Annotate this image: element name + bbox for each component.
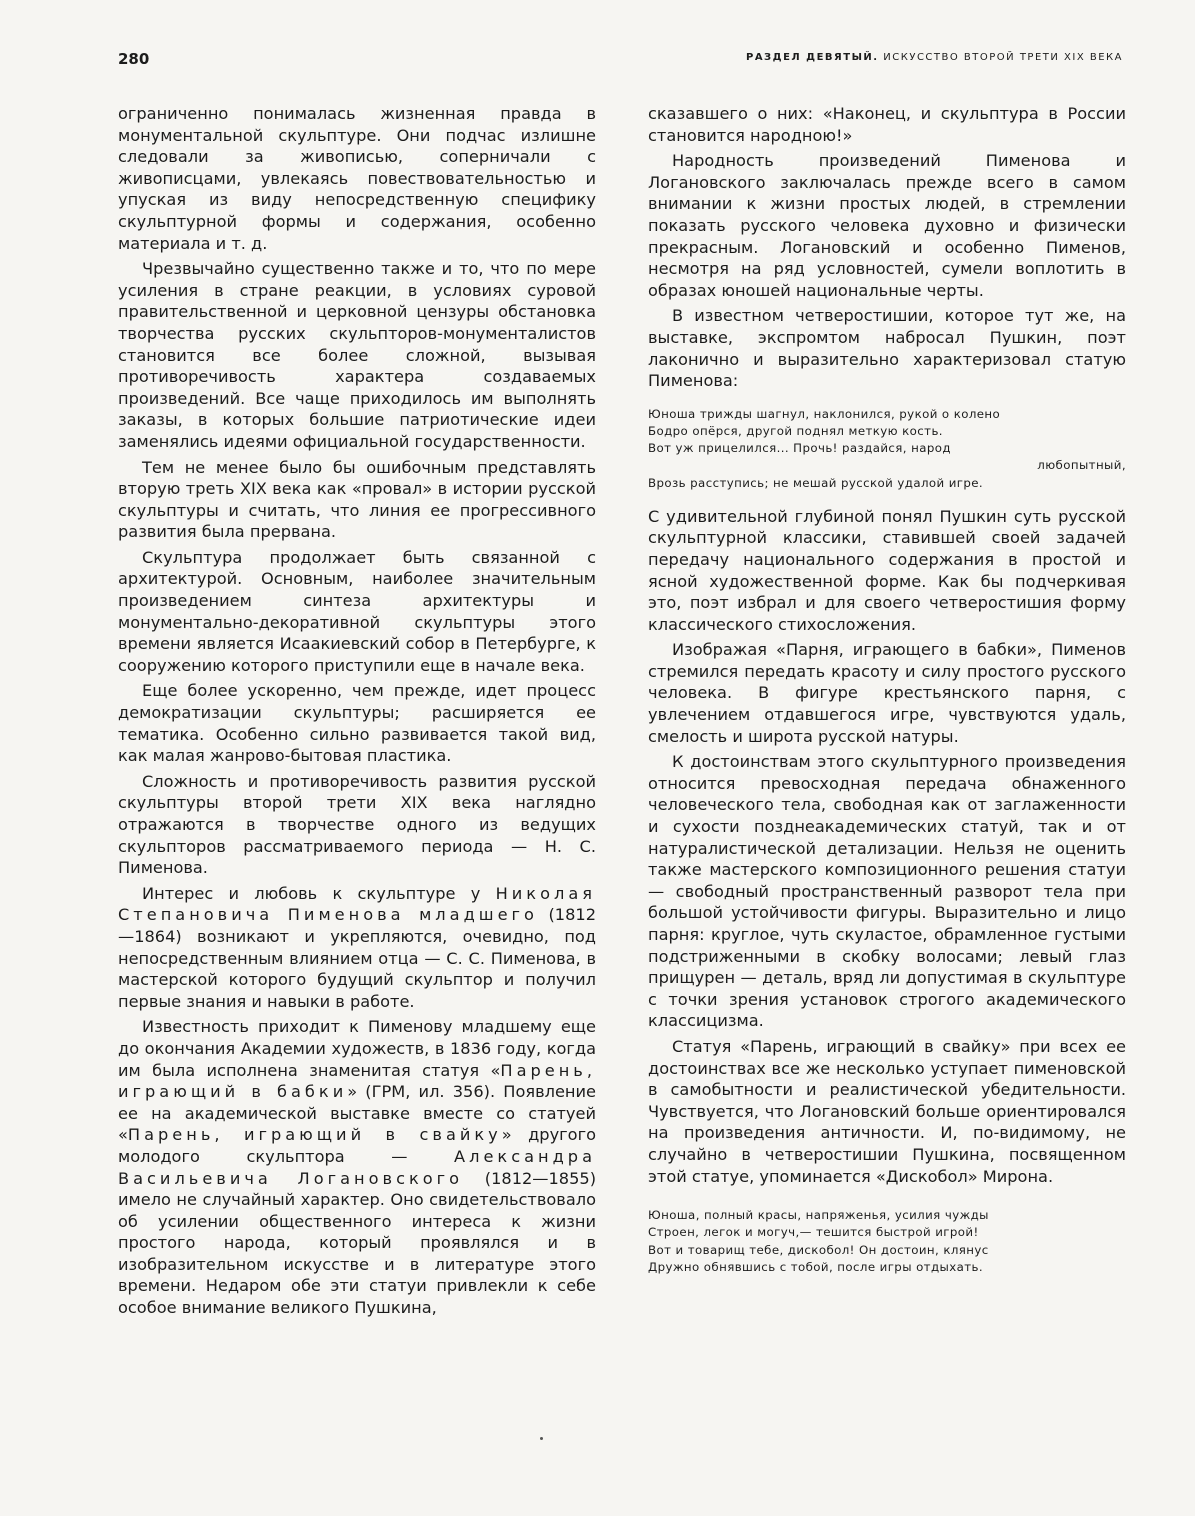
paragraph: Скульптура продолжает быть связанной с архитектурой. Основным, наиболее значительным произведением синтеза архитектуры и монументально-декоративной скульптуры этого времени является Исаакиевский собор в Петербурге, к сооружению которого приступили еще в начале века.	[118, 547, 596, 675]
paragraph: Сложность и противоречивость развития русской скульптуры второй трети XIX века наглядно отражаются в творчестве одного из ведущих скульпторов рассматриваемого периода — Н. С. Пименова.	[118, 771, 596, 878]
page-header	[118, 50, 1123, 74]
paragraph: К достоинствам этого скульптурного произведения относится превосходная передача обнаженного человеческого тела, свободная как от заглаженности и сухости позднеакадемических статуй, так и от натуралистической детализации. Нельзя не оценить также мастерского композиционного решения статуи — свободный пространственный разворот тела при большой устойчивости фигуры. Выразительно и лицо парня: круглое, чуть скуластое, обрамленное густыми подстриженными в скобку волосами; левый глаз прищурен — деталь, вряд ли допустимая в скульптуре с точки зрения установок строгого академического классицизма.	[648, 752, 1126, 1031]
poem-line: Строен, легок и могуч,— тешится быстрой игрой!	[648, 1225, 979, 1240]
paragraph: С удивительной глубиной понял Пушкин суть русской скульптурной классики, ставившей своей задачей передачу национального содержания в простой и ясной художественной форме. Как бы подчеркивая это, поэт избрал и для своего четверостишия форму классического стихосложения.	[648, 506, 1126, 634]
poem-line: Юноша, полный красы, напряженья, усилия чужды	[648, 1208, 989, 1223]
paragraph: Еще более ускоренно, чем прежде, идет процесс демократизации скульптуры; расширяется ее тематика. Особенно сильно развивается такой вид, как малая жанрово-бытовая пластика.	[118, 681, 596, 766]
section-label: РАЗДЕЛ ДЕВЯТЫЙ.	[745, 52, 879, 63]
page-number: 280	[118, 50, 150, 68]
paragraph	[118, 883, 596, 1013]
poem-line: Вот и товарищ тебе, дискобол! Он достоин, клянус	[648, 1242, 989, 1257]
poem-line: Бодро опёрся, другой поднял меткую кость.	[648, 423, 943, 438]
poem-line: Юноша трижды шагнул, наклонился, рукой о колено	[648, 406, 1001, 421]
section-title: ИСКУССТВО ВТОРОЙ ТРЕТИ XIX ВЕКА	[883, 52, 1123, 63]
paragraph: Народность произведений Пименова и Логановского заключалась прежде всего в самом внимании к жизни простых людей, в стремлении показать русского человека духовно и физически прекрасным. Логановский и особенно Пименов, несмотря на ряд условностей, сумели воплотить в образах юношей национальные черты.	[648, 151, 1126, 300]
poem-quote-pimenov	[648, 406, 1126, 492]
paragraph: Изображая «Парня, играющего в бабки», Пименов стремился передать красоту и силу простого русского человека. В фигуре крестьянского парня, с увлечением отдавшегося игре, чувствуются удаль, смелость и широта русской натуры.	[648, 640, 1126, 746]
spaced-name: Николая Степановича Пименова младшего	[118, 883, 596, 925]
text-run: (1812—1864) возникают и укрепляются, очевидно, под непосредственным влиянием отца — С. С. Пименова, в мастерской которого будущий скульптор и получил первые знания и навыки в работе.	[118, 905, 596, 1011]
poem-line: любопытный,	[1037, 458, 1126, 473]
text-run: Известность приходит к Пименову младшему еще до окончания Академии художеств, в 1836 году, когда им была исполнена знаменитая статуя «	[118, 1017, 596, 1080]
print-speck	[540, 1437, 543, 1440]
running-head	[746, 52, 1123, 63]
paragraph: ограниченно понималась жизненная правда в монументальной скульптуре. Они подчас излишне следовали за живописью, соперничали с живописцами, увлекаясь повествовательностью и упуская из виду непосредственную специфику скульптурной формы и содержания, особенно материала и т. д.	[118, 104, 596, 253]
poem-quote-loganovsky	[648, 1207, 1126, 1276]
paragraph: В известном четверостишии, которое тут же, на выставке, экспромтом набросал Пушкин, поэт лаконично и выразительно характеризовал статую Пименова:	[648, 306, 1126, 391]
poem-line: Вот уж прицелился... Прочь! раздайся, народ	[648, 441, 951, 456]
spaced-name: Александра Васильевича Логановского	[118, 1146, 596, 1188]
text-run: » (ГРМ, ил. 356). Появление ее на академической выставке вместе со статуей «	[118, 1082, 596, 1145]
paragraph: сказавшего о них: «Наконец, и скульптура в России становится народною!»	[648, 104, 1126, 145]
paragraph: Статуя «Парень, играющий в свайку» при всех ее достоинствах все же несколько уступает пименовской в самобытности и реалистической убедительности. Чувствуется, что Логановский больше ориентировался на произведения античности. И, по-видимому, не случайно в четверостишии Пушкина, посвященном этой статуе, упоминается «Дискобол» Мирона.	[648, 1036, 1126, 1186]
right-column	[648, 103, 1126, 1276]
left-column	[118, 103, 596, 1323]
paragraph	[118, 1016, 596, 1318]
poem-line: Дружно обнявшись с тобой, после игры отдыхать.	[648, 1259, 984, 1274]
paragraph: Чрезвычайно существенно также и то, что по мере усиления в стране реакции, в условиях суровой правительственной и церковной цензуры обстановка творчества русских скульпторов-монументалистов становится все более сложной, вызывая противоречивость характера создаваемых произведений. Все чаще приходилось им выполнять заказы, в которых большие патриотические идеи заменялись идеями официальной государственности.	[118, 259, 596, 451]
text-run: » другого молодого скульптора —	[118, 1125, 596, 1166]
spaced-title: Парень, играющий в свайку	[127, 1125, 502, 1145]
poem-line: Врозь расступись; не мешай русской удалой игре.	[648, 475, 984, 490]
paragraph: Тем не менее было бы ошибочным представлять вторую треть XIX века как «провал» в истории русской скульптуры и считать, что линия ее прогрессивного развития была прервана.	[118, 457, 596, 542]
text-run: Интерес и любовь к скульптуре у	[142, 883, 496, 903]
text-run: (1812—1855) имело не случайный характер. Оно свидетельствовало об усилении общественного интереса к жизни простого народа, который проявлялся и в изобразительном искусстве и в литературе этого времени. Недаром обе эти статуи привлекли к себе особое внимание великого Пушкина,	[118, 1168, 597, 1318]
spaced-title: Парень, играющий в бабки	[118, 1060, 596, 1102]
